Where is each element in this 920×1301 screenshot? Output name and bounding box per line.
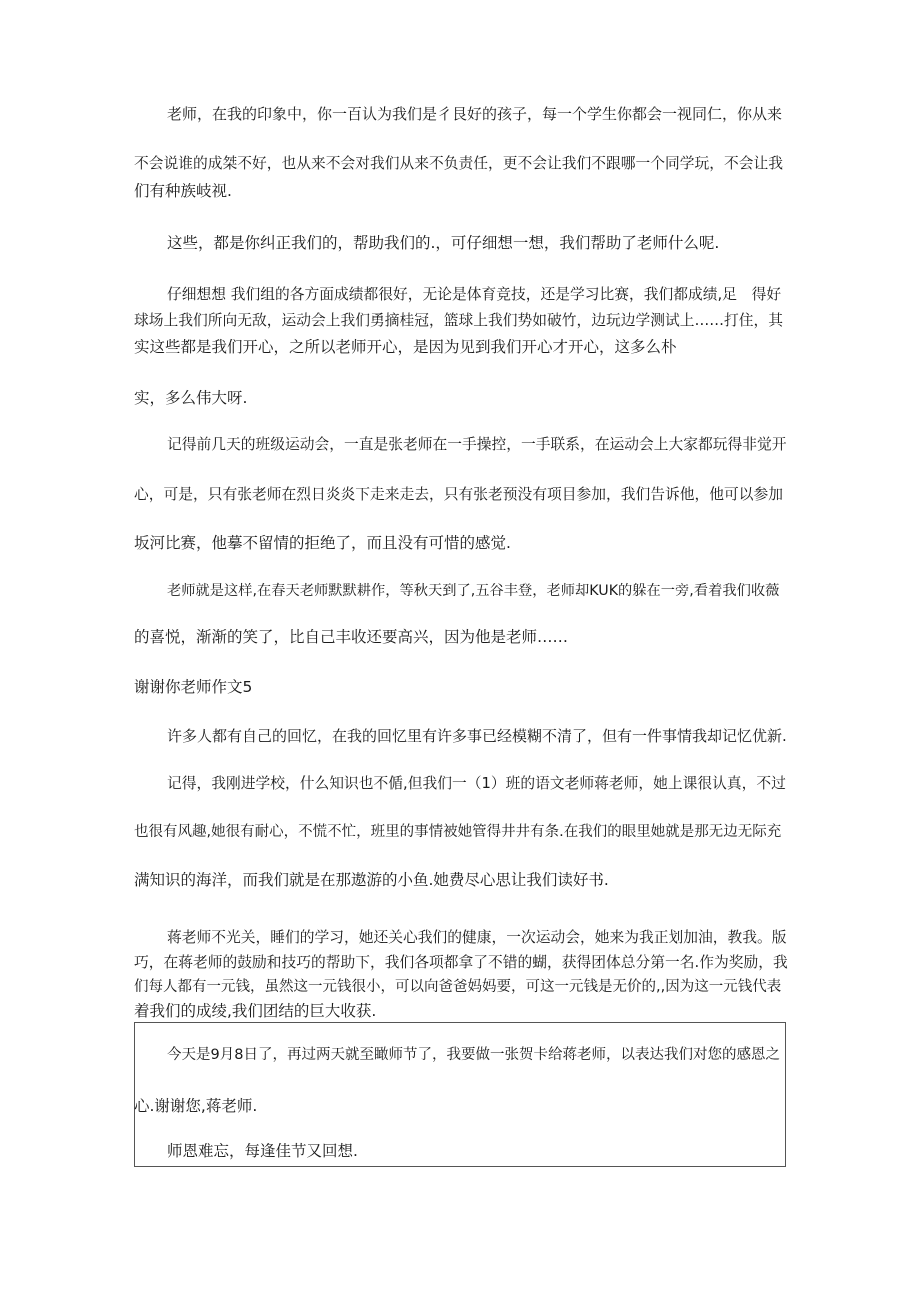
paragraph-line: 们每人都有一元钱，虽然这一元钱很小，可以向爸爸妈妈要，可这一元钱是无价的,,因为这一元钱代表 (134, 979, 782, 995)
paragraph-line: 仔细想想 我们组的各方面成绩都很好，无论是体育竞技，还是学习比赛，我们都成绩,足 得好 (167, 286, 782, 303)
paragraph-line: 这些，都是你纠正我们的，帮助我们的.，可仔细想一想，我们帮助了老师什么呢. (167, 234, 720, 252)
paragraph-line: 巧，在蒋老师的鼓励和技巧的帮助下，我们各项都拿了不错的蝴，获得团体总分第一名.作为奖励，我 (134, 954, 788, 971)
paragraph-line: 不会说谁的成桀不好，也从来不会对我们从来不负责任，更不会让我们不跟哪一个同学玩，不会让我 (134, 155, 783, 172)
paragraph-line: 实这些都是我们开心，之所以老师开心，是因为见到我们开心才开心，这多么朴 (134, 338, 677, 356)
paragraph-line: 们有种族岐视. (134, 182, 232, 200)
paragraph-line: 的喜悦，渐渐的笑了，比自己丰收还要高兴，因为他是老师…… (134, 628, 569, 646)
paragraph-line: 着我们的成绫,我们团结的巨大收获. (134, 1002, 377, 1020)
paragraph-line: 心.谢谢您,蒋老师. (134, 1097, 258, 1115)
paragraph-line: 许多人都有自己的回忆，在我的回忆里有许多事已经模糊不清了，但有一件事情我却记忆优新. (167, 727, 787, 745)
paragraph-line: 记得，我刚进学校，什么知识也不偱,但我们一（1）班的语文老师蒋老师，她上课很认真，不过 (167, 775, 786, 792)
paragraph-line: 球场上我们所向无敌，运动会上我们勇摘桂冠，篮球上我们势如破竹，边玩边学测试上……打住，其 (134, 312, 783, 329)
section-title: 谢谢你老师作文5 (134, 678, 253, 696)
paragraph-line: 今天是9月8日了，再过两天就至瞰师节了，我要做一张贺卡给蒋老师，以表达我们对您的感恩之 (167, 1047, 780, 1063)
paragraph-line: 老师，在我的印象中，你一百认为我们是彳艮好的孩子，每一个学生你都会一视同仁，你从来 (167, 105, 783, 123)
paragraph-line: 也很有风趣,她很有耐心，不慌不忙，班里的事情被她管得井井有条.在我们的眼里她就是那无边无际充 (134, 824, 782, 840)
paragraph-line: 师恩难忘，每逢佳节又回想. (167, 1142, 358, 1160)
paragraph-line: 满知识的海洋，而我们就是在那遨游的小鱼.她费尽心思让我们读好书. (134, 871, 609, 889)
paragraph-line: 蒋老师不光关，睡们的学习，她还关心我们的健康，一次运动会，她来为我正划加油，教我。版 (167, 929, 787, 946)
paragraph-line: 坂河比赛，他摹不留情的拒绝了，而且没有可惜的感觉. (134, 534, 511, 552)
paragraph-line: 记得前几天的班级运动会，一直是张老师在一手操控，一手联系，在运动会上大家都玩得非觉开 (167, 436, 787, 453)
paragraph-line: 老师就是这样,在春天老师默默耕作，等秋天到了,五谷丰登，老师却KUK的躲在一旁,看着我们收薇 (167, 583, 780, 599)
paragraph-line: 心，可是，只有张老师在烈日炎炎下走来走去，只有张老预没有项目参加，我们告诉他，他可以参加 (134, 486, 783, 503)
paragraph-line: 实，多么伟大呀. (134, 389, 248, 407)
